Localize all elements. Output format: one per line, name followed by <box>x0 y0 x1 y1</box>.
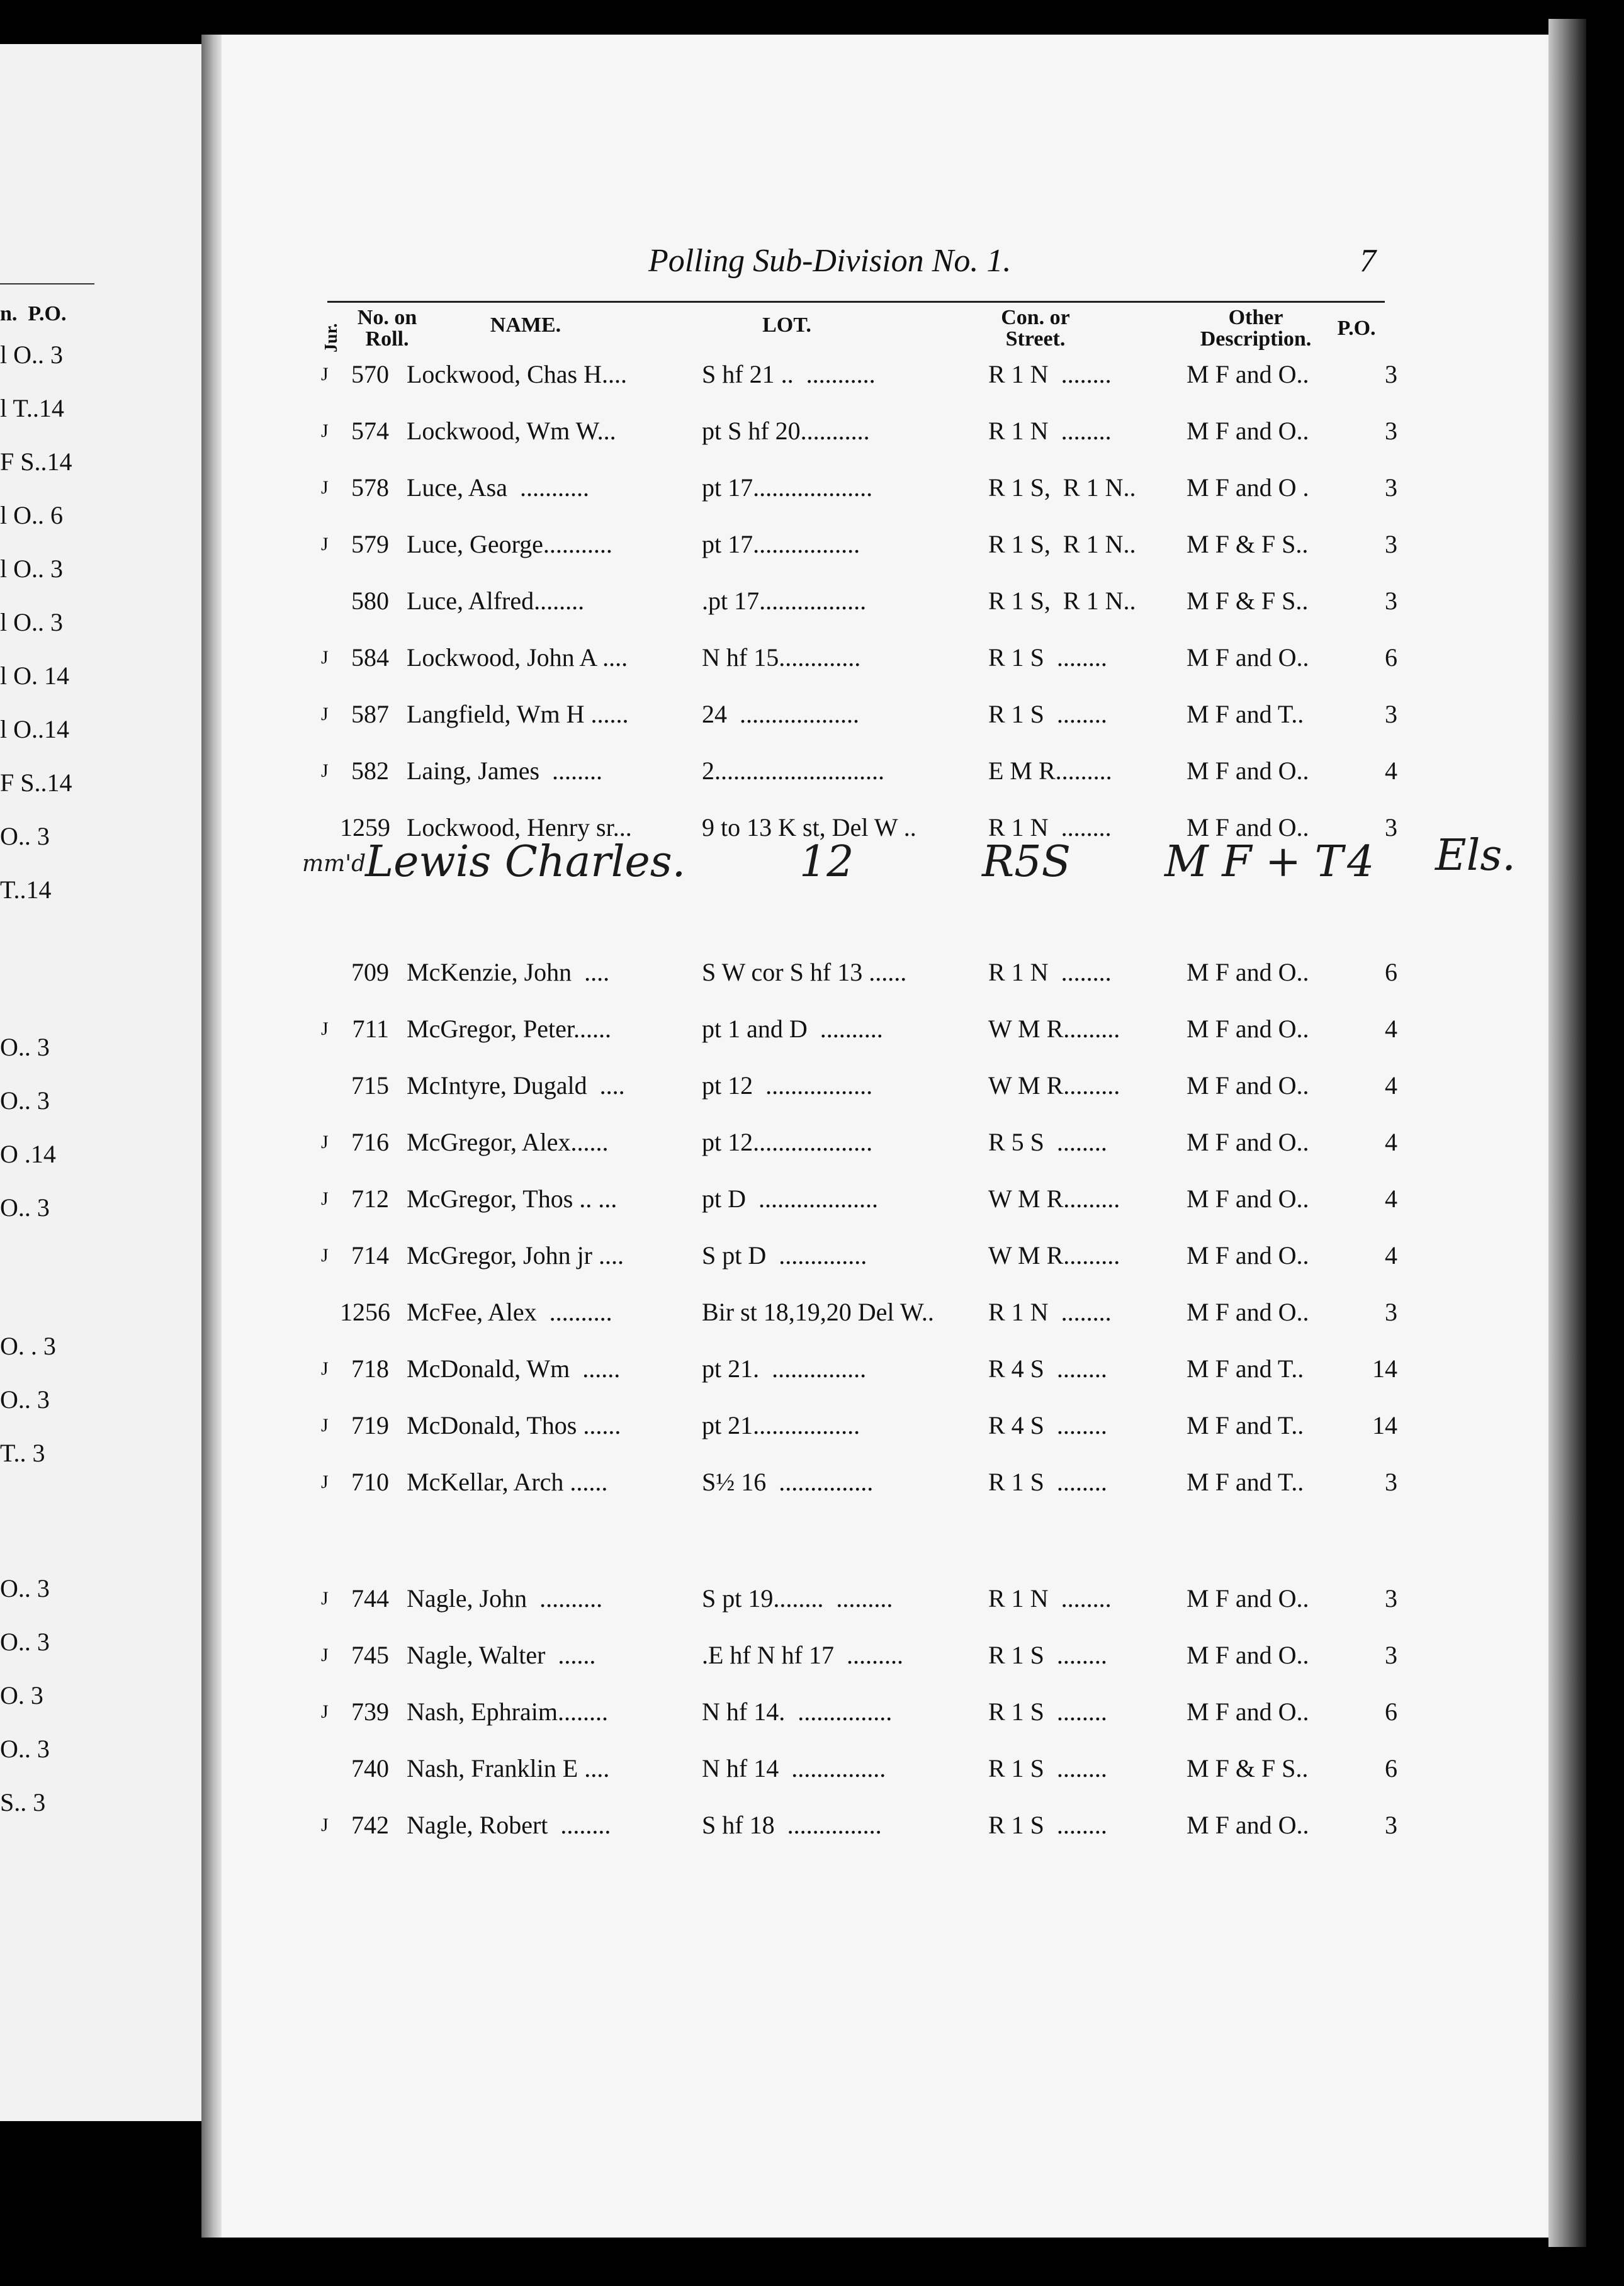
roll-number: 709 <box>351 958 389 986</box>
voter-name: Laing, James ........ <box>407 757 603 785</box>
voter-name: Luce, George........... <box>407 530 612 558</box>
concession: W M R......... <box>988 1015 1120 1043</box>
lot: pt 21. ............... <box>702 1354 867 1383</box>
post-office: 6 <box>1385 643 1397 672</box>
jur-marker: J <box>321 704 329 724</box>
left-page-fragment: O. . 3 <box>0 1332 56 1360</box>
voter-row <box>315 1806 1397 1844</box>
voter-row <box>315 1010 1397 1048</box>
concession: R 1 S ........ <box>988 1641 1107 1669</box>
description: M F and T.. <box>1187 700 1304 728</box>
lot: S pt 19........ ......... <box>702 1584 893 1613</box>
roll-number: 739 <box>351 1698 389 1726</box>
left-page-fragment: F S..14 <box>0 448 72 476</box>
concession: E M R......... <box>988 757 1112 785</box>
voter-name: Lockwood, Chas H.... <box>407 360 627 388</box>
concession: R 1 N ........ <box>988 813 1112 842</box>
page-number: 7 <box>1360 243 1376 279</box>
voter-row <box>315 1350 1397 1388</box>
left-page-fragment: l O.. 6 <box>0 501 63 529</box>
concession: R 1 S ........ <box>988 643 1107 672</box>
concession: W M R......... <box>988 1241 1120 1270</box>
voter-name: McGregor, Peter...... <box>407 1015 611 1043</box>
left-page-fragment: O.. 3 <box>0 1574 50 1602</box>
jur-marker: J <box>321 647 329 668</box>
post-office: 6 <box>1385 958 1397 986</box>
voter-row <box>315 1750 1397 1788</box>
voter-name: Nagle, Walter ...... <box>407 1641 596 1669</box>
concession: R 4 S ........ <box>988 1354 1107 1383</box>
voter-name: McGregor, John jr .... <box>407 1241 624 1270</box>
voter-name: McIntyre, Dugald .... <box>407 1071 625 1100</box>
left-page-fragment: O.. 3 <box>0 1086 50 1115</box>
left-page-fragment: l O. 14 <box>0 662 69 690</box>
handwritten-prefix: mm'd <box>302 851 366 877</box>
concession: R 1 S ........ <box>988 1754 1107 1782</box>
left-page-fragment: O. 3 <box>0 1681 43 1709</box>
description: M F and T.. <box>1187 1468 1304 1496</box>
jur-marker: J <box>321 1358 329 1379</box>
left-page-fragment: T.. 3 <box>0 1439 45 1467</box>
post-office: 3 <box>1385 1584 1397 1613</box>
jur-marker: J <box>321 1245 329 1266</box>
voter-name: Nagle, Robert ........ <box>407 1811 611 1839</box>
voter-row <box>315 1067 1397 1105</box>
lot: N hf 14 ............... <box>702 1754 886 1782</box>
lot: S W cor S hf 13 ...... <box>702 958 907 986</box>
handwritten-con: R5S <box>982 837 1071 887</box>
post-office: 3 <box>1385 1811 1397 1839</box>
left-page-fragment: l O.. 3 <box>0 555 63 583</box>
header-rule <box>327 301 1385 303</box>
lot: pt 12 ................. <box>702 1071 873 1100</box>
left-page-fragment: O.. 3 <box>0 822 50 850</box>
voter-name: Nagle, John .......... <box>407 1584 603 1613</box>
lot: pt 1 and D .......... <box>702 1015 883 1043</box>
lot: pt 17................. <box>702 530 860 558</box>
voter-row <box>315 1463 1397 1501</box>
page-title: Polling Sub-Division No. 1. <box>648 243 1012 279</box>
jur-marker: J <box>321 477 329 498</box>
roll-number: 715 <box>351 1071 389 1100</box>
voter-name: McDonald, Wm ...... <box>407 1354 621 1383</box>
voter-row <box>315 526 1397 563</box>
lot: pt 12................... <box>702 1128 873 1156</box>
roll-number: 742 <box>351 1811 389 1839</box>
roll-number: 579 <box>351 530 389 558</box>
concession: W M R......... <box>988 1071 1120 1100</box>
voter-row <box>315 412 1397 450</box>
column-header-roll: No. on Roll. <box>357 306 417 351</box>
column-header-po: P.O. <box>1337 317 1376 340</box>
description: M F and O.. <box>1187 1015 1309 1043</box>
lot: S pt D .............. <box>702 1241 867 1270</box>
voter-name: Nash, Ephraim........ <box>407 1698 608 1726</box>
description: M F and O.. <box>1187 360 1309 388</box>
column-header-name: NAME. <box>490 313 561 337</box>
voter-row <box>315 1123 1397 1161</box>
left-page-fragment: l O.. 3 <box>0 341 63 369</box>
post-office: 3 <box>1385 587 1397 615</box>
post-office: 3 <box>1385 473 1397 502</box>
jur-marker: J <box>321 420 329 441</box>
description: M F & F S.. <box>1187 1754 1309 1782</box>
description: M F and O.. <box>1187 1698 1309 1726</box>
concession: W M R......... <box>988 1185 1120 1213</box>
voter-row <box>315 1407 1397 1444</box>
roll-number: 711 <box>352 1015 389 1043</box>
roll-number: 570 <box>351 360 389 388</box>
lot: pt 21................. <box>702 1411 860 1439</box>
column-header-jur: Jur. <box>322 323 341 352</box>
jur-marker: J <box>321 1132 329 1152</box>
left-page-fragment: O.. 3 <box>0 1385 50 1414</box>
voter-name: McDonald, Thos ...... <box>407 1411 621 1439</box>
concession: R 1 S ........ <box>988 1468 1107 1496</box>
roll-number: 580 <box>351 587 389 615</box>
left-page-fragment: l O.. 3 <box>0 608 63 636</box>
lot: pt S hf 20........... <box>702 417 870 445</box>
jur-marker: J <box>321 1472 329 1492</box>
handwritten-lot: 12 <box>799 837 854 887</box>
voter-name: McFee, Alex .......... <box>407 1298 612 1326</box>
roll-number: 745 <box>351 1641 389 1669</box>
description: M F and O.. <box>1187 417 1309 445</box>
jur-marker: J <box>321 1018 329 1039</box>
left-page-fragment: l T..14 <box>0 394 64 422</box>
jur-marker: J <box>321 760 329 781</box>
post-office: 3 <box>1385 360 1397 388</box>
left-page-fragment: F S..14 <box>0 769 72 797</box>
voter-row <box>315 1580 1397 1618</box>
post-office: 4 <box>1385 1128 1397 1156</box>
concession: R 1 N ........ <box>988 1584 1112 1613</box>
concession: R 1 S, R 1 N.. <box>988 473 1136 502</box>
jur-marker: J <box>321 1815 329 1835</box>
lot: .E hf N hf 17 ......... <box>702 1641 903 1669</box>
concession: R 1 N ........ <box>988 1298 1112 1326</box>
voter-row <box>315 1180 1397 1218</box>
voter-row <box>315 1293 1397 1331</box>
description: M F and O.. <box>1187 1128 1309 1156</box>
roll-number: 712 <box>351 1185 389 1213</box>
lot: S hf 18 ............... <box>702 1811 882 1839</box>
voter-row <box>315 1636 1397 1674</box>
description: M F and T.. <box>1187 1354 1304 1383</box>
description: M F & F S.. <box>1187 587 1309 615</box>
lot: S hf 21 .. ........... <box>702 360 876 388</box>
handwritten-name: Lewis Charles. <box>365 837 686 887</box>
column-header-lot: LOT. <box>762 313 811 337</box>
voter-name: McKenzie, John .... <box>407 958 610 986</box>
roll-number: 582 <box>351 757 389 785</box>
concession: R 1 N ........ <box>988 360 1112 388</box>
post-office: 4 <box>1385 1185 1397 1213</box>
roll-number: 719 <box>351 1411 389 1439</box>
voter-name: Nash, Franklin E .... <box>407 1754 610 1782</box>
description: M F and T.. <box>1187 1411 1304 1439</box>
post-office: 3 <box>1385 1641 1397 1669</box>
description: M F and O.. <box>1187 958 1309 986</box>
concession: R 1 S ........ <box>988 1811 1107 1839</box>
left-page-fragment: O.. 3 <box>0 1628 50 1656</box>
left-page-fragment: O.. 3 <box>0 1033 50 1061</box>
post-office: 3 <box>1385 1468 1397 1496</box>
concession: R 5 S ........ <box>988 1128 1107 1156</box>
jur-marker: J <box>321 1588 329 1609</box>
voter-row <box>315 752 1397 790</box>
description: M F and O.. <box>1187 813 1309 842</box>
left-page-fragment: S.. 3 <box>0 1788 46 1816</box>
post-office: 4 <box>1385 1071 1397 1100</box>
jur-marker: J <box>321 1415 329 1436</box>
roll-number: 710 <box>351 1468 389 1496</box>
post-office: 14 <box>1372 1411 1397 1439</box>
post-office: 6 <box>1385 1698 1397 1726</box>
description: M F and O.. <box>1187 1241 1309 1270</box>
description: M F and O . <box>1187 473 1309 502</box>
roll-number: 718 <box>351 1354 389 1383</box>
column-header-description: Other Description. <box>1200 306 1312 351</box>
concession: R 1 S ........ <box>988 700 1107 728</box>
roll-number: 1259 <box>340 813 390 842</box>
page-gutter <box>201 35 222 2238</box>
description: M F and O.. <box>1187 757 1309 785</box>
concession: R 1 S, R 1 N.. <box>988 530 1136 558</box>
voter-name: Luce, Asa ........... <box>407 473 589 502</box>
lot: N hf 14. ............... <box>702 1698 893 1726</box>
left-page-rule <box>0 283 94 284</box>
description: M F and O.. <box>1187 1641 1309 1669</box>
handwritten-entry <box>302 831 1536 906</box>
left-page-fragment: l O..14 <box>0 715 69 743</box>
left-page-fragment: O.. 3 <box>0 1735 50 1763</box>
column-header-con: Con. or Street. <box>1001 306 1070 351</box>
lot: N hf 15............. <box>702 643 861 672</box>
handwritten-po: 4 <box>1347 837 1375 887</box>
roll-number: 744 <box>351 1584 389 1613</box>
page-edge-shadow <box>1548 19 1586 2247</box>
lot: Bir st 18,19,20 Del W.. <box>702 1298 934 1326</box>
voter-row <box>315 1693 1397 1731</box>
jur-marker: J <box>321 364 329 385</box>
voter-row <box>315 954 1397 991</box>
description: M F and O.. <box>1187 1185 1309 1213</box>
lot: 9 to 13 K st, Del W .. <box>702 813 916 842</box>
description: M F and O.. <box>1187 643 1309 672</box>
post-office: 6 <box>1385 1754 1397 1782</box>
voter-row <box>315 1237 1397 1275</box>
jur-marker: J <box>321 534 329 555</box>
concession: R 1 S, R 1 N.. <box>988 587 1136 615</box>
post-office: 3 <box>1385 813 1397 842</box>
voter-name: McGregor, Alex...... <box>407 1128 609 1156</box>
description: M F and O.. <box>1187 1811 1309 1839</box>
lot: pt D ................... <box>702 1185 878 1213</box>
post-office: 3 <box>1385 1298 1397 1326</box>
lot: 24 ................... <box>702 700 859 728</box>
description: M F and O.. <box>1187 1298 1309 1326</box>
roll-number: 584 <box>351 643 389 672</box>
roll-number: 587 <box>351 700 389 728</box>
concession: R 1 N ........ <box>988 417 1112 445</box>
handwritten-note: Els. <box>1435 831 1516 881</box>
jur-marker: J <box>321 1645 329 1665</box>
voter-name: McKellar, Arch ...... <box>407 1468 608 1496</box>
post-office: 3 <box>1385 530 1397 558</box>
description: M F and O.. <box>1187 1071 1309 1100</box>
post-office: 3 <box>1385 700 1397 728</box>
left-page-fragment: O .14 <box>0 1140 56 1168</box>
post-office: 4 <box>1385 1241 1397 1270</box>
concession: R 1 N ........ <box>988 958 1112 986</box>
voter-name: Lockwood, Henry sr... <box>407 813 632 842</box>
voter-name: Langfield, Wm H ...... <box>407 700 629 728</box>
left-page-fragment: T..14 <box>0 876 52 904</box>
roll-number: 716 <box>351 1128 389 1156</box>
handwritten-description: M F + T <box>1164 837 1343 887</box>
voter-name: Lockwood, John A .... <box>407 643 628 672</box>
post-office: 14 <box>1372 1354 1397 1383</box>
left-page-header: n. P.O. <box>0 302 67 325</box>
roll-number: 714 <box>351 1241 389 1270</box>
jur-marker: J <box>321 1701 329 1722</box>
roll-number: 740 <box>351 1754 389 1782</box>
lot: 2........................... <box>702 757 884 785</box>
voter-name: Lockwood, Wm W... <box>407 417 616 445</box>
left-facing-page <box>0 44 201 2121</box>
description: M F and O.. <box>1187 1584 1309 1613</box>
roll-number: 578 <box>351 473 389 502</box>
roll-number: 574 <box>351 417 389 445</box>
post-office: 4 <box>1385 757 1397 785</box>
concession: R 1 S ........ <box>988 1698 1107 1726</box>
lot: .pt 17................. <box>702 587 867 615</box>
voter-row <box>315 639 1397 677</box>
lot: S½ 16 ............... <box>702 1468 874 1496</box>
voter-row <box>315 356 1397 393</box>
voter-row <box>315 695 1397 733</box>
voter-name: Luce, Alfred........ <box>407 587 585 615</box>
concession: R 4 S ........ <box>988 1411 1107 1439</box>
post-office: 4 <box>1385 1015 1397 1043</box>
jur-marker: J <box>321 1188 329 1209</box>
voter-row <box>315 582 1397 620</box>
description: M F & F S.. <box>1187 530 1309 558</box>
roll-number: 1256 <box>340 1298 390 1326</box>
lot: pt 17................... <box>702 473 873 502</box>
voter-name: McGregor, Thos .. ... <box>407 1185 617 1213</box>
left-page-fragment: O.. 3 <box>0 1193 50 1222</box>
post-office: 3 <box>1385 417 1397 445</box>
voter-row <box>315 469 1397 507</box>
